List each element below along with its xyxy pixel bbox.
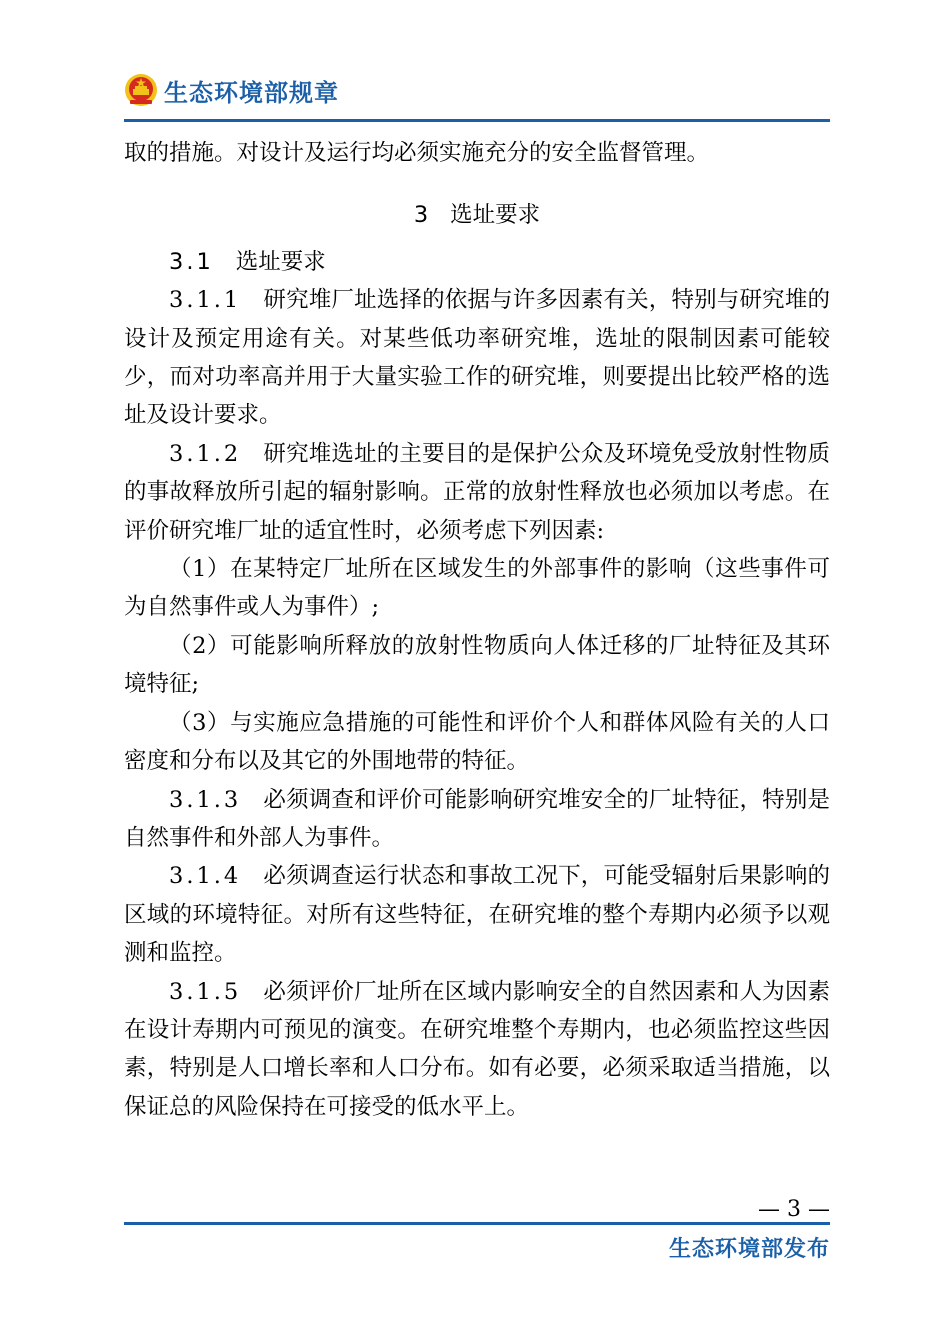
section-heading: [124, 196, 830, 234]
clause-text: 研究堆选址的主要目的是保护公众及环境免受放射性物质的事故释放所引起的辐射影响。正常的放射性释放也必须加以考虑。在评价研究堆厂址的适宜性时，必须考虑下列因素:: [124, 440, 830, 544]
clause-number: 3.1.1: [169, 287, 242, 314]
clause-paragraph: [124, 857, 830, 972]
clause-number: 3.1.5: [169, 978, 242, 1005]
factor-item: （1）在某特定厂址所在区域发生的外部事件的影响（这些事件可为自然事件或人为事件）;: [124, 556, 830, 621]
header-divider: [124, 119, 830, 122]
clause-number: 3.1.3: [169, 786, 242, 813]
clause-text: 必须评价厂址所在区域内影响安全的自然因素和人为因素在设计寿期内可预见的演变。在研究堆整个寿期内，也必须监控这些因素，特别是人口增长率和人口分布。如有必要，必须采取适当措施，以保证总的风险保持在可接受的低水平上。: [124, 978, 830, 1120]
clause-paragraph: [124, 973, 830, 1127]
page-header: [124, 62, 339, 118]
national-emblem-icon: [124, 73, 158, 107]
clause-text: 必须调查运行状态和事故工况下，可能受辐射后果影响的区域的环境特征。对所有这些特征，在研究堆的整个寿期内必须予以观测和监控。: [124, 863, 830, 967]
subsection-number: 3.1: [169, 248, 214, 275]
page-number: — 3 —: [758, 1197, 830, 1222]
continuation-paragraph: 取的措施。对设计及运行均必须实施充分的安全监督管理。: [124, 140, 710, 166]
header-title: 生态环境部规章: [164, 78, 339, 107]
section-title: 选址要求: [450, 202, 541, 229]
factor-item: （3）与实施应急措施的可能性和评价个人和群体风险有关的人口密度和分布以及其它的外围地带的特征。: [124, 709, 830, 775]
clause-paragraph: [124, 435, 830, 550]
clause-text: 研究堆厂址选择的依据与许多因素有关，特别与研究堆的设计及预定用途有关。对某些低功率研究堆，选址的限制因素可能较少，而对功率高并用于大量实验工作的研究堆，则要提出比较严格的选址及设计要求。: [124, 287, 830, 429]
factor-item: （2）可能影响所释放的放射性物质向人体迁移的厂址特征及其环境特征;: [124, 632, 830, 698]
subsection-title: 选址要求: [235, 248, 326, 275]
clause-paragraph: [124, 281, 830, 435]
subsection-heading: [124, 243, 830, 281]
footer-divider: [124, 1222, 830, 1225]
clause-number: 3.1.2: [169, 440, 242, 467]
section-number: 3: [413, 202, 429, 229]
clause-paragraph: [124, 781, 830, 858]
footer-publisher: 生态环境部发布: [668, 1237, 830, 1262]
document-body: [124, 134, 830, 1126]
clause-text: 必须调查和评价可能影响研究堆安全的厂址特征，特别是自然事件和外部人为事件。: [124, 786, 830, 851]
clause-number: 3.1.4: [169, 863, 242, 890]
